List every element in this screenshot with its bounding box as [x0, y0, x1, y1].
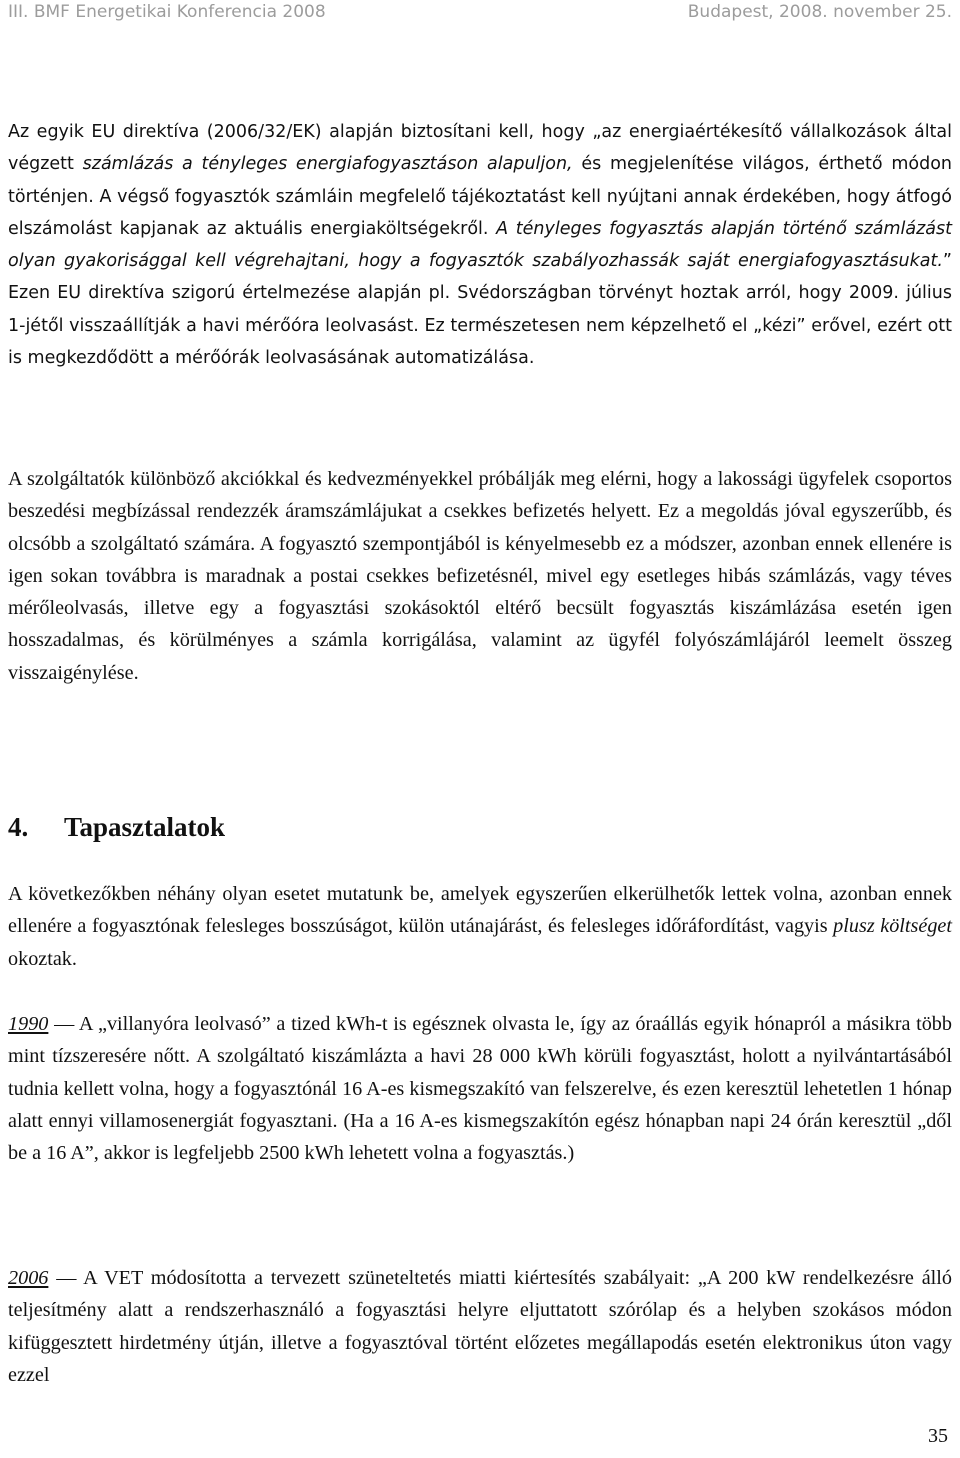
- header-place-date: Budapest, 2008. november 25.: [687, 2, 952, 22]
- case-year-1990: 1990: [8, 1013, 49, 1035]
- paragraph-eu-directive: [8, 116, 952, 374]
- paragraph-case-2006: [8, 1262, 952, 1391]
- p1-italic-2: A tényleges fogyasztás alapján történő számlázást olyan gyakorisággal kell végrehajtani, hogy a fogyasztók szabályozhassák saját energiafogyasztásukat.: [8, 218, 952, 272]
- p1-text-2: és megjelenítése világos, érthető módon történjen. A végső fogyasztók számláin megfelelő tájékoztatást kell nyújtani annak érdekében, hogy átfogó elszámolást kapjanak az aktuális energiaköltségekről.: [8, 154, 952, 239]
- section-heading: [8, 812, 225, 843]
- p4-text: — A „villanyóra leolvasó” a tized kWh-t is egésznek olvasta le, így az óraállás egyik hónapról a másikra több mint tízszeresére nőtt. A szolgáltató kiszámlázta a havi 28 000 kWh körüli fogyasztást, holott a nyilvántartásából tudnia kellett volna, hogy a fogyasztónál 16 A-es kismegszakító van felszerelve, és ezen keresztül lehetetlen 1 hónap alatt ennyi villamosenergiát fogyasztani. (Ha a 16 A-es kismegszakítón egész hónapban napi 24 órán keresztül „dől be a 16 A”, akkor is legfeljebb 2500 kWh lehetett volna a fogyasztás.): [8, 1013, 952, 1165]
- p1-text-3: ” Ezen EU direktíva szigorú értelmezése alapján pl. Svédországban törvényt hoztak arról, hogy 2009. július 1-jétől visszaállítják a havi mérőóra leolvasást. Ez természetesen nem képzelhető el „kézi” erővel, ezért ott is megkezdődött a mérőórák leolvasásának automatizálása.: [8, 251, 952, 369]
- p3-text-2: okoztak.: [8, 947, 77, 970]
- p5-text: — A VET módosította a tervezett szüneteltetés miatti kiértesítés szabályait: „A 200 kW rendelkezésre álló teljesítmény alatt a rendszerhasználó a fogyasztási helyre eljuttatott szórólap és a helyben szokásos módon kifüggesztett hirdetmény útján, illetve a fogyasztóval történt előzetes megállapodás esetén elektronikus úton vagy ezzel: [8, 1267, 952, 1386]
- header-conference-title: III. BMF Energetikai Konferencia 2008: [8, 2, 326, 22]
- page-number: 35: [928, 1425, 948, 1447]
- p3-text-1: A következőkben néhány olyan esetet mutatunk be, amelyek egyszerűen elkerülhetők lettek volna, azonban ennek ellenére a fogyasztónak felesleges bosszúságot, külön utánajárást, és felesleges időráfordítást, vagyis: [8, 883, 952, 938]
- paragraph-case-1990: [8, 1008, 952, 1169]
- p1-italic-1: számlázás a tényleges energiafogyasztáson alapuljon,: [82, 154, 573, 175]
- section-number: 4.: [8, 812, 29, 842]
- p3-italic: plusz költséget: [833, 915, 952, 938]
- p2-text: A szolgáltatók különböző akciókkal és kedvezményekkel próbálják meg elérni, hogy a lakossági ügyfelek csoportos beszedési megbízással rendezzék áramszámlájukat a csekkes befizetés helyett. Ez a megoldás jóval egyszerűbb, és olcsóbb a szolgáltató számára. A fogyasztó szempontjából is kényelmesebb ez a módszer, azonban ennek ellenére is igen sokan továbbra is maradnak a postai csekkes befizetésnél, mivel egy esetleges hibás számlázás, vagy téves mérőleolvasás, illetve egy a fogyasztási szokásoktól eltérő becsült fogyasztás kiszámlázása esetén igen hosszadalmas, és körülményes a számla korrigálása, valamint az ügyfél folyószámlájáról leemelt összeg visszaigénylése.: [8, 468, 952, 684]
- p1-text-1: Az egyik EU direktíva (2006/32/EK) alapján biztosítani kell, hogy „az energiaértékesítő vállalkozások által végzett: [8, 122, 952, 175]
- running-header: [8, 2, 952, 30]
- section-title: Tapasztalatok: [64, 812, 226, 842]
- paragraph-experiences-intro: [8, 878, 952, 975]
- paragraph-service-providers: [8, 463, 952, 689]
- case-year-2006: 2006: [8, 1267, 49, 1289]
